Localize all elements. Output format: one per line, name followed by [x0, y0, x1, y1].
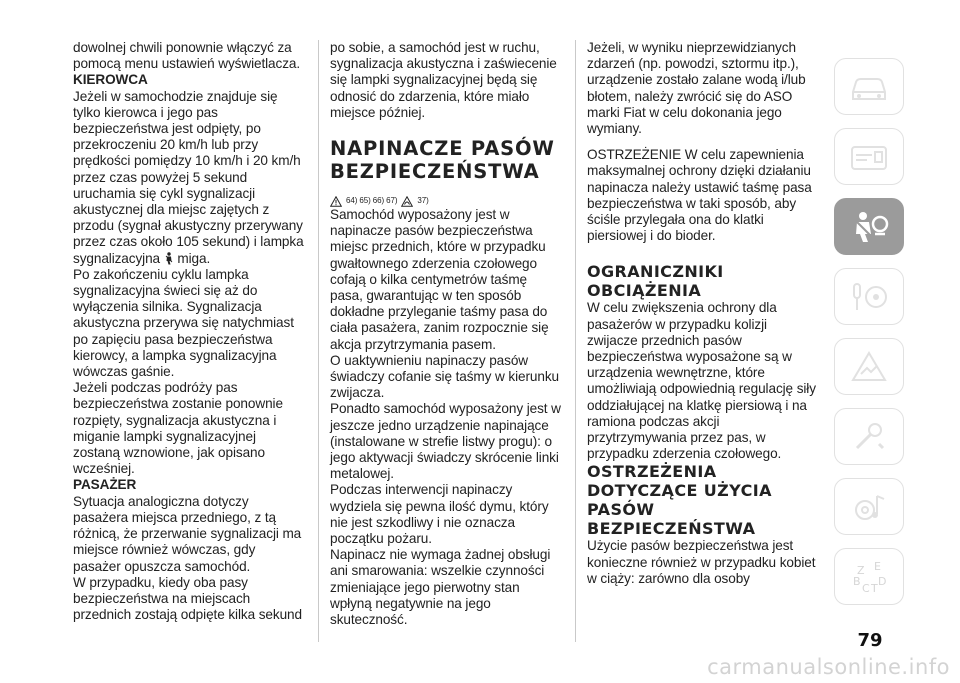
- text-column-1: [73, 40, 305, 623]
- watermark: carmanualsonline.info: [707, 655, 950, 679]
- paragraph: W przypadku, kiedy oba pasy bezpieczeństwa na miejscach przednich zostają odpięte kilka sekund: [73, 574, 302, 623]
- warning-refs-text: 64) 65) 66) 67): [346, 196, 398, 206]
- section-heading-kierowca: KIEROWCA: [73, 72, 148, 88]
- dashboard-icon: [847, 138, 891, 176]
- paragraph: Napinacz nie wymaga żadnej obsługi ani smarowania: wszelkie czynności zmieniające jego pierwotny stan wpłyną negatywnie na jego skuteczność.: [330, 547, 551, 628]
- section-heading-ostrzezenia: OSTRZEŻENIA DOTYCZĄCE UŻYCIA PASÓW BEZPIECZEŃSTWA: [587, 462, 772, 539]
- text-column-2: [330, 40, 562, 628]
- paragraph: dowolnej chwili ponownie włączyć za pomocą menu ustawień wyświetlacza.: [73, 40, 301, 72]
- key-steering-icon: [847, 278, 891, 316]
- section-heading-napinacze: NAPINACZE PASÓW BEZPIECZEŃSTWA: [330, 137, 555, 184]
- page-number: 79: [857, 630, 883, 651]
- paragraph: [73, 89, 305, 267]
- paragraph: O uaktywnieniu napinaczy pasów świadczy cofanie się taśmy w kierunku zwijacza.: [330, 352, 559, 401]
- section-heading-pasazer: PASAŻER: [73, 477, 137, 493]
- column-divider: [575, 40, 576, 642]
- paragraph: Ponadto samochód wyposażony jest w jeszcze jedno urządzenie napinające (instalowane w strefie listwy progu): o jego aktywacji świadczy skrócenie linki metalowej.: [330, 401, 561, 482]
- warning-references: [330, 195, 562, 207]
- paragraph-text: miga.: [177, 250, 211, 266]
- paragraph-text: Jeżeli w samochodzie znajduje się tylko kierowca i jego pas bezpieczeństwa jest odpięty, po przekroczeniu 20 km/h lub przy prędkości pomiędzy 10 km/h i 20 km/h przez czas powyżej 5 sekund uruchamia się cykl sygnalizacji akustycznej dla miejsc zajętych z przodu (sygnał akustyczny przerywany przez czas około 105 sekund) i lampka sygnalizacyjna: [73, 88, 304, 266]
- paragraph: Sytuacja analogiczna dotyczy pasażera miejsca przedniego, z tą różnicą, że przerwanie sygnalizacji ma miejsce również wówczas, gdy pasażer opuszcza samochód.: [73, 493, 302, 574]
- warning-triangle-icon: [330, 196, 342, 207]
- paragraph: Jeżeli, w wyniku nieprzewidzianych zdarzeń (np. powodzi, sztormu itp.), urządzenie zostało zalane wodą i/lub błotem, należy zwrócić się do ASO marki Fiat w celu dokonania jego wymiany.: [587, 40, 806, 137]
- index-letters-icon: [847, 558, 891, 596]
- tab-index[interactable]: [834, 548, 904, 605]
- paragraph: Po zakończeniu cyklu lampka sygnalizacyjna świeci się aż do wyłączenia silnika. Sygnalizacja akustyczna przerywa się natychmiast po zapięciu pasa bezpieczeństwa kierowcy, a lampka sygnalizacyjna wówczas gaśnie.: [73, 266, 294, 380]
- tab-safety[interactable]: [834, 198, 904, 255]
- tab-vehicle[interactable]: [834, 58, 904, 115]
- paragraph: Jeżeli podczas podróży pas bezpieczeństwa zostanie ponownie rozpięty, sygnalizacja akustyczna i miganie lampki sygnalizacyjnej zostaną wznowione, jak opisano wcześniej.: [73, 380, 283, 477]
- tab-maintenance[interactable]: [834, 408, 904, 465]
- paragraph: Użycie pasów bezpieczeństwa jest konieczne również w przypadku kobiet w ciąży: zarówno dla osoby: [587, 538, 816, 586]
- tab-dashboard[interactable]: [834, 128, 904, 185]
- caution-refs-text: 37): [417, 196, 429, 206]
- seatbelt-airbag-icon: [847, 208, 891, 246]
- index-letter: E: [874, 559, 881, 573]
- warning-paragraph: OSTRZEŻENIE W celu zapewnienia maksymalnej ochrony dzięki działaniu napinacza należy ustawić taśmę pasa bezpieczeństwa w taki sposób, aby ściśle przylegała ona do klatki piersiowej i do bioder.: [587, 147, 812, 244]
- text-column-3: [587, 40, 819, 587]
- seatbelt-warning-icon: [164, 252, 174, 265]
- tab-multimedia[interactable]: [834, 478, 904, 535]
- paragraph: W celu zwiększenia ochrony dla pasażerów w przypadku kolizji zwijacze przednich pasów bezpieczeństwa wyposażone są w urządzenia wewnętrzne, które umożliwiają odpowiednią regulację siły oddziałującej na klatkę piersiową i na ramiona podczas akcji przytrzymywania przez pas, w przypadku zderzenia czołowego.: [587, 300, 816, 462]
- index-letter: T: [871, 581, 878, 595]
- radio-music-icon: [847, 488, 891, 526]
- warning-road-icon: [847, 348, 891, 386]
- index-letter: C: [862, 581, 870, 595]
- paragraph: Samochód wyposażony jest w napinacze pasów bezpieczeństwa miejsc przednich, które w przypadku gwałtownego zderzenia czołowego cofają o kilka centymetrów taśmę pasa, gwarantując w ten sposób dokładne przyleganie taśmy pasa do ciała pasażera, zanim rozpocznie się akcja przytrzymania pasem.: [330, 207, 549, 352]
- index-letter: B: [853, 574, 861, 588]
- column-divider: [318, 40, 319, 642]
- tab-starting-driving[interactable]: [834, 268, 904, 325]
- tab-emergency[interactable]: [834, 338, 904, 395]
- tools-icon: [847, 418, 891, 456]
- index-letter: D: [878, 574, 887, 588]
- paragraph: Podczas interwencji napinaczy wydziela się pewna ilość dymu, który nie jest szkodliwy i nie oznacza początku pożaru.: [330, 482, 549, 547]
- car-icon: [847, 68, 891, 106]
- paragraph: po sobie, a samochód jest w ruchu, sygnalizacja akustyczna i zaświecenie się lampki sygnalizacyjnej będą się odnosić do zdarzenia, które miało miejsce później.: [330, 40, 557, 120]
- section-heading-ograniczniki: OGRANICZNIKI OBCIĄŻENIA: [587, 262, 724, 301]
- index-letter: Z: [857, 563, 865, 577]
- caution-triangle-icon: [401, 196, 413, 207]
